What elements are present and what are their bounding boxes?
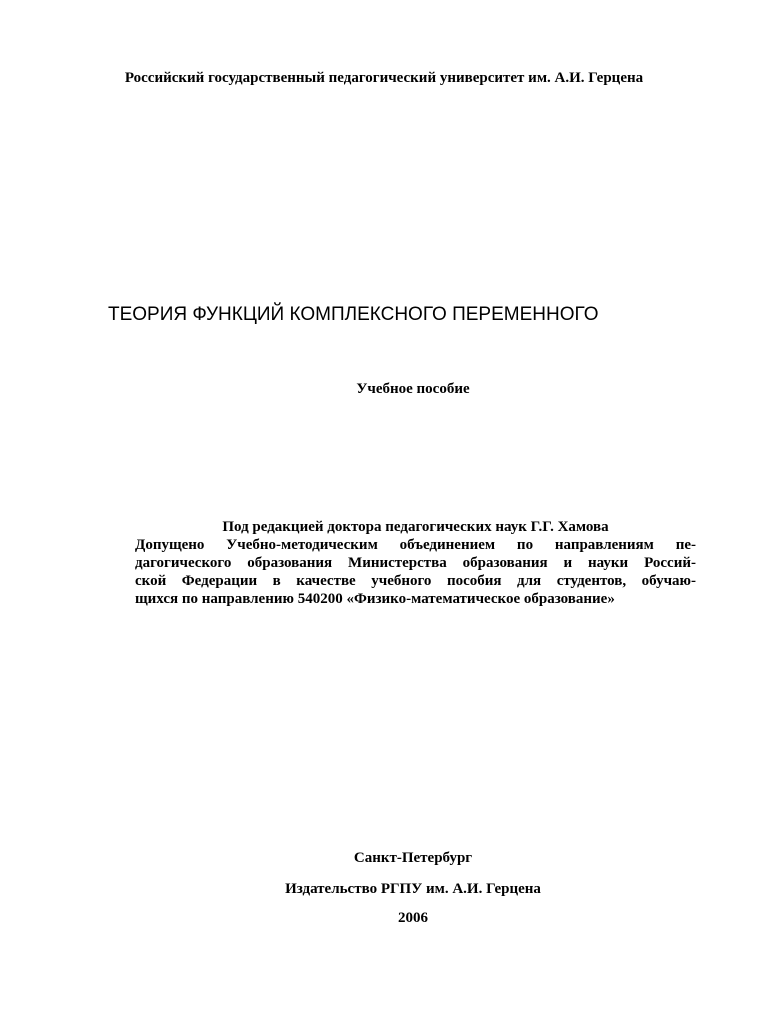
publication-city: Санкт-Петербург bbox=[353, 850, 473, 866]
university-name: Российский государственный педагогический университет им. А.И. Герцена bbox=[124, 70, 644, 86]
approval-block bbox=[135, 518, 696, 608]
approval-line: ской Федерации в качестве учебного пособия для студентов, обучаю- bbox=[135, 573, 696, 589]
book-title: ТЕОРИЯ ФУНКЦИЙ КОМПЛЕКСНОГО ПЕРЕМЕННОГО bbox=[108, 304, 599, 325]
publication-year: 2006 bbox=[398, 910, 428, 926]
editor-line: Под редакцией доктора педагогических наук Г.Г. Хамова bbox=[222, 519, 609, 535]
approval-line: Допущено Учебно-методическим объединением по направлениям пе- bbox=[135, 537, 696, 553]
publisher-name: Издательство РГПУ им. А.И. Герцена bbox=[285, 881, 541, 897]
approval-line: щихся по направлению 540200 «Физико-математическое образование» bbox=[135, 591, 615, 607]
approval-line: дагогического образования Министерства образования и науки Россий- bbox=[135, 555, 696, 571]
book-type: Учебное пособие bbox=[356, 381, 470, 397]
